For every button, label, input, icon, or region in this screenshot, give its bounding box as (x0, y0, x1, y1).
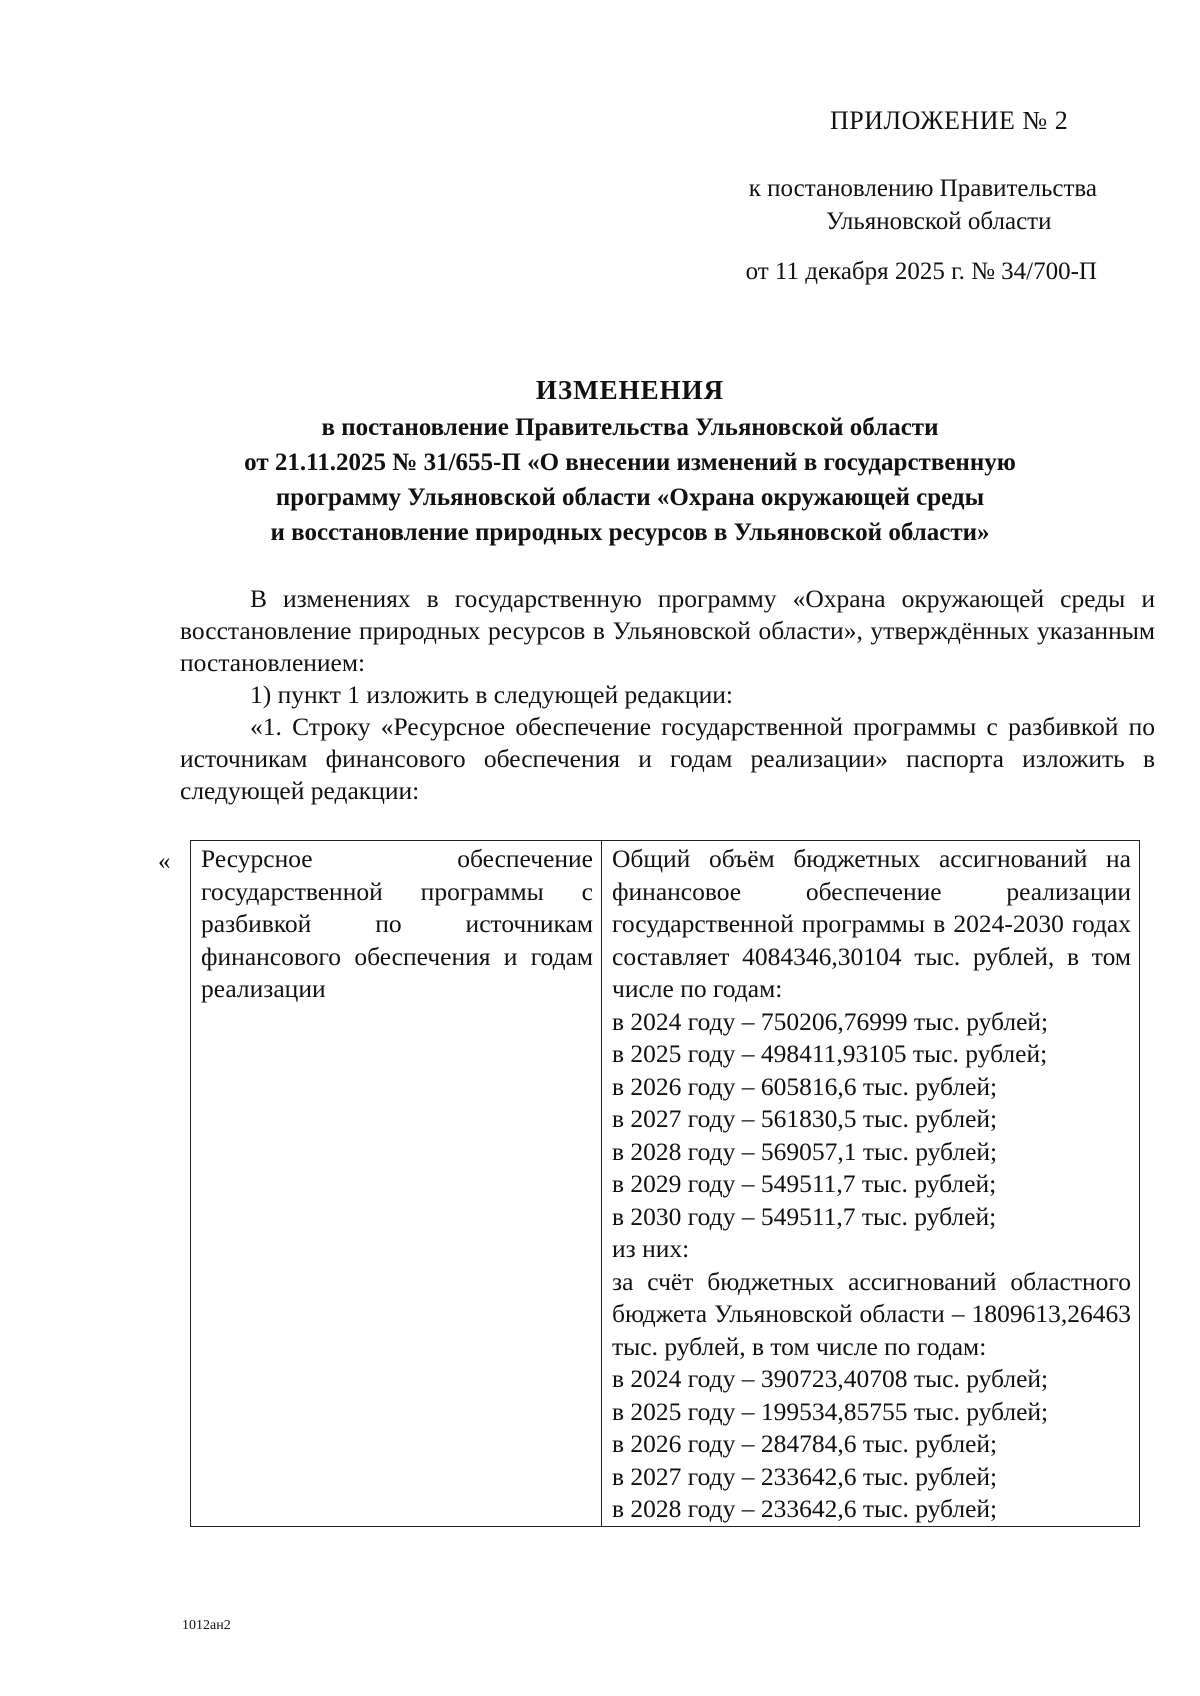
title-line-2: от 21.11.2025 № 31/655-П «О внесении изменений в государственную (244, 449, 1016, 476)
of-them-label: из них: (612, 1234, 690, 1263)
body-text (180, 583, 1155, 807)
table-row (191, 841, 1140, 1527)
list-item: в 2027 году – 233642,6 тыс. рублей; (612, 1461, 998, 1491)
document-title (160, 373, 1100, 550)
row-label-cell (191, 841, 602, 1527)
regional-funding-intro: за счёт бюджетных ассигнований областного бюджета Ульяновской области – 1809613,26463 тыс. рублей, в том числе по годам: (612, 1266, 1131, 1361)
title-line-1: в постановление Правительства Ульяновской области (321, 414, 939, 441)
title-line-4: и восстановление природных ресурсов в Ульяновской области» (270, 519, 990, 546)
list-item: в 2024 году – 750206,76999 тыс. рублей; (612, 1006, 1049, 1036)
list-item: в 2024 году – 390723,40708 тыс. рублей; (612, 1364, 1049, 1393)
item-1-text-paragraph: «1. Строку «Ресурсное обеспечение государственной программы с разбивкой по источникам финансового обеспечения и годам реализации» паспорта изложить в следующей редакции: (180, 712, 1155, 805)
list-item: в 2028 году – 233642,6 тыс. рублей; (612, 1494, 998, 1523)
list-item: в 2026 году – 284784,6 тыс. рублей; (612, 1429, 998, 1458)
total-funding-intro: Общий объём бюджетных ассигнований на финансовое обеспечение реализации государственной программы в 2024-2030 годах составляет 4084346,30104 тыс. рублей, в том числе по годам: (612, 844, 1131, 1003)
list-item: в 2030 году – 549511,7 тыс. рублей; (612, 1201, 997, 1231)
total-by-year-list (612, 1006, 1131, 1234)
appendix-number: ПРИЛОЖЕНИЕ № 2 (830, 106, 1069, 135)
row-label-text: Ресурсное обеспечение государственной программы с разбивкой по источникам финансового обеспечения и годам реализации (201, 844, 593, 1003)
list-item: в 2028 году – 569057,1 тыс. рублей; (612, 1136, 998, 1166)
title-main: ИЗМЕНЕНИЯ (535, 375, 725, 405)
opening-quote: « (158, 848, 171, 875)
list-item: в 2025 году – 498411,93105 тыс. рублей; (612, 1039, 1048, 1068)
row-value-cell (602, 841, 1140, 1527)
to-resolution-line: к постановлению Правительства (748, 175, 1097, 202)
resolution-date-number: от 11 декабря 2025 г. № 34/700-П (745, 258, 1097, 285)
list-item: в 2025 году – 199534,85755 тыс. рублей; (612, 1396, 1049, 1426)
list-item: в 2029 году – 549511,7 тыс. рублей; (612, 1169, 997, 1198)
list-item: в 2027 году – 561830,5 тыс. рублей; (612, 1104, 998, 1133)
region-line: Ульяновской области (826, 208, 1052, 235)
list-item: в 2026 году – 605816,6 тыс. рублей; (612, 1071, 998, 1101)
intro-paragraph: В изменениях в государственную программу «Охрана окружающей среды и восстановление природных ресурсов в Ульяновской области», утверждённых указанным постановлением: (180, 584, 1155, 677)
document-code: 1012ан2 (182, 1618, 231, 1633)
title-line-3: программу Ульяновской области «Охрана окружающей среды (275, 484, 985, 511)
regional-by-year-list (612, 1363, 1131, 1526)
passport-table (190, 840, 1140, 1527)
item-1-paragraph: 1) пункт 1 изложить в следующей редакции: (250, 680, 733, 709)
